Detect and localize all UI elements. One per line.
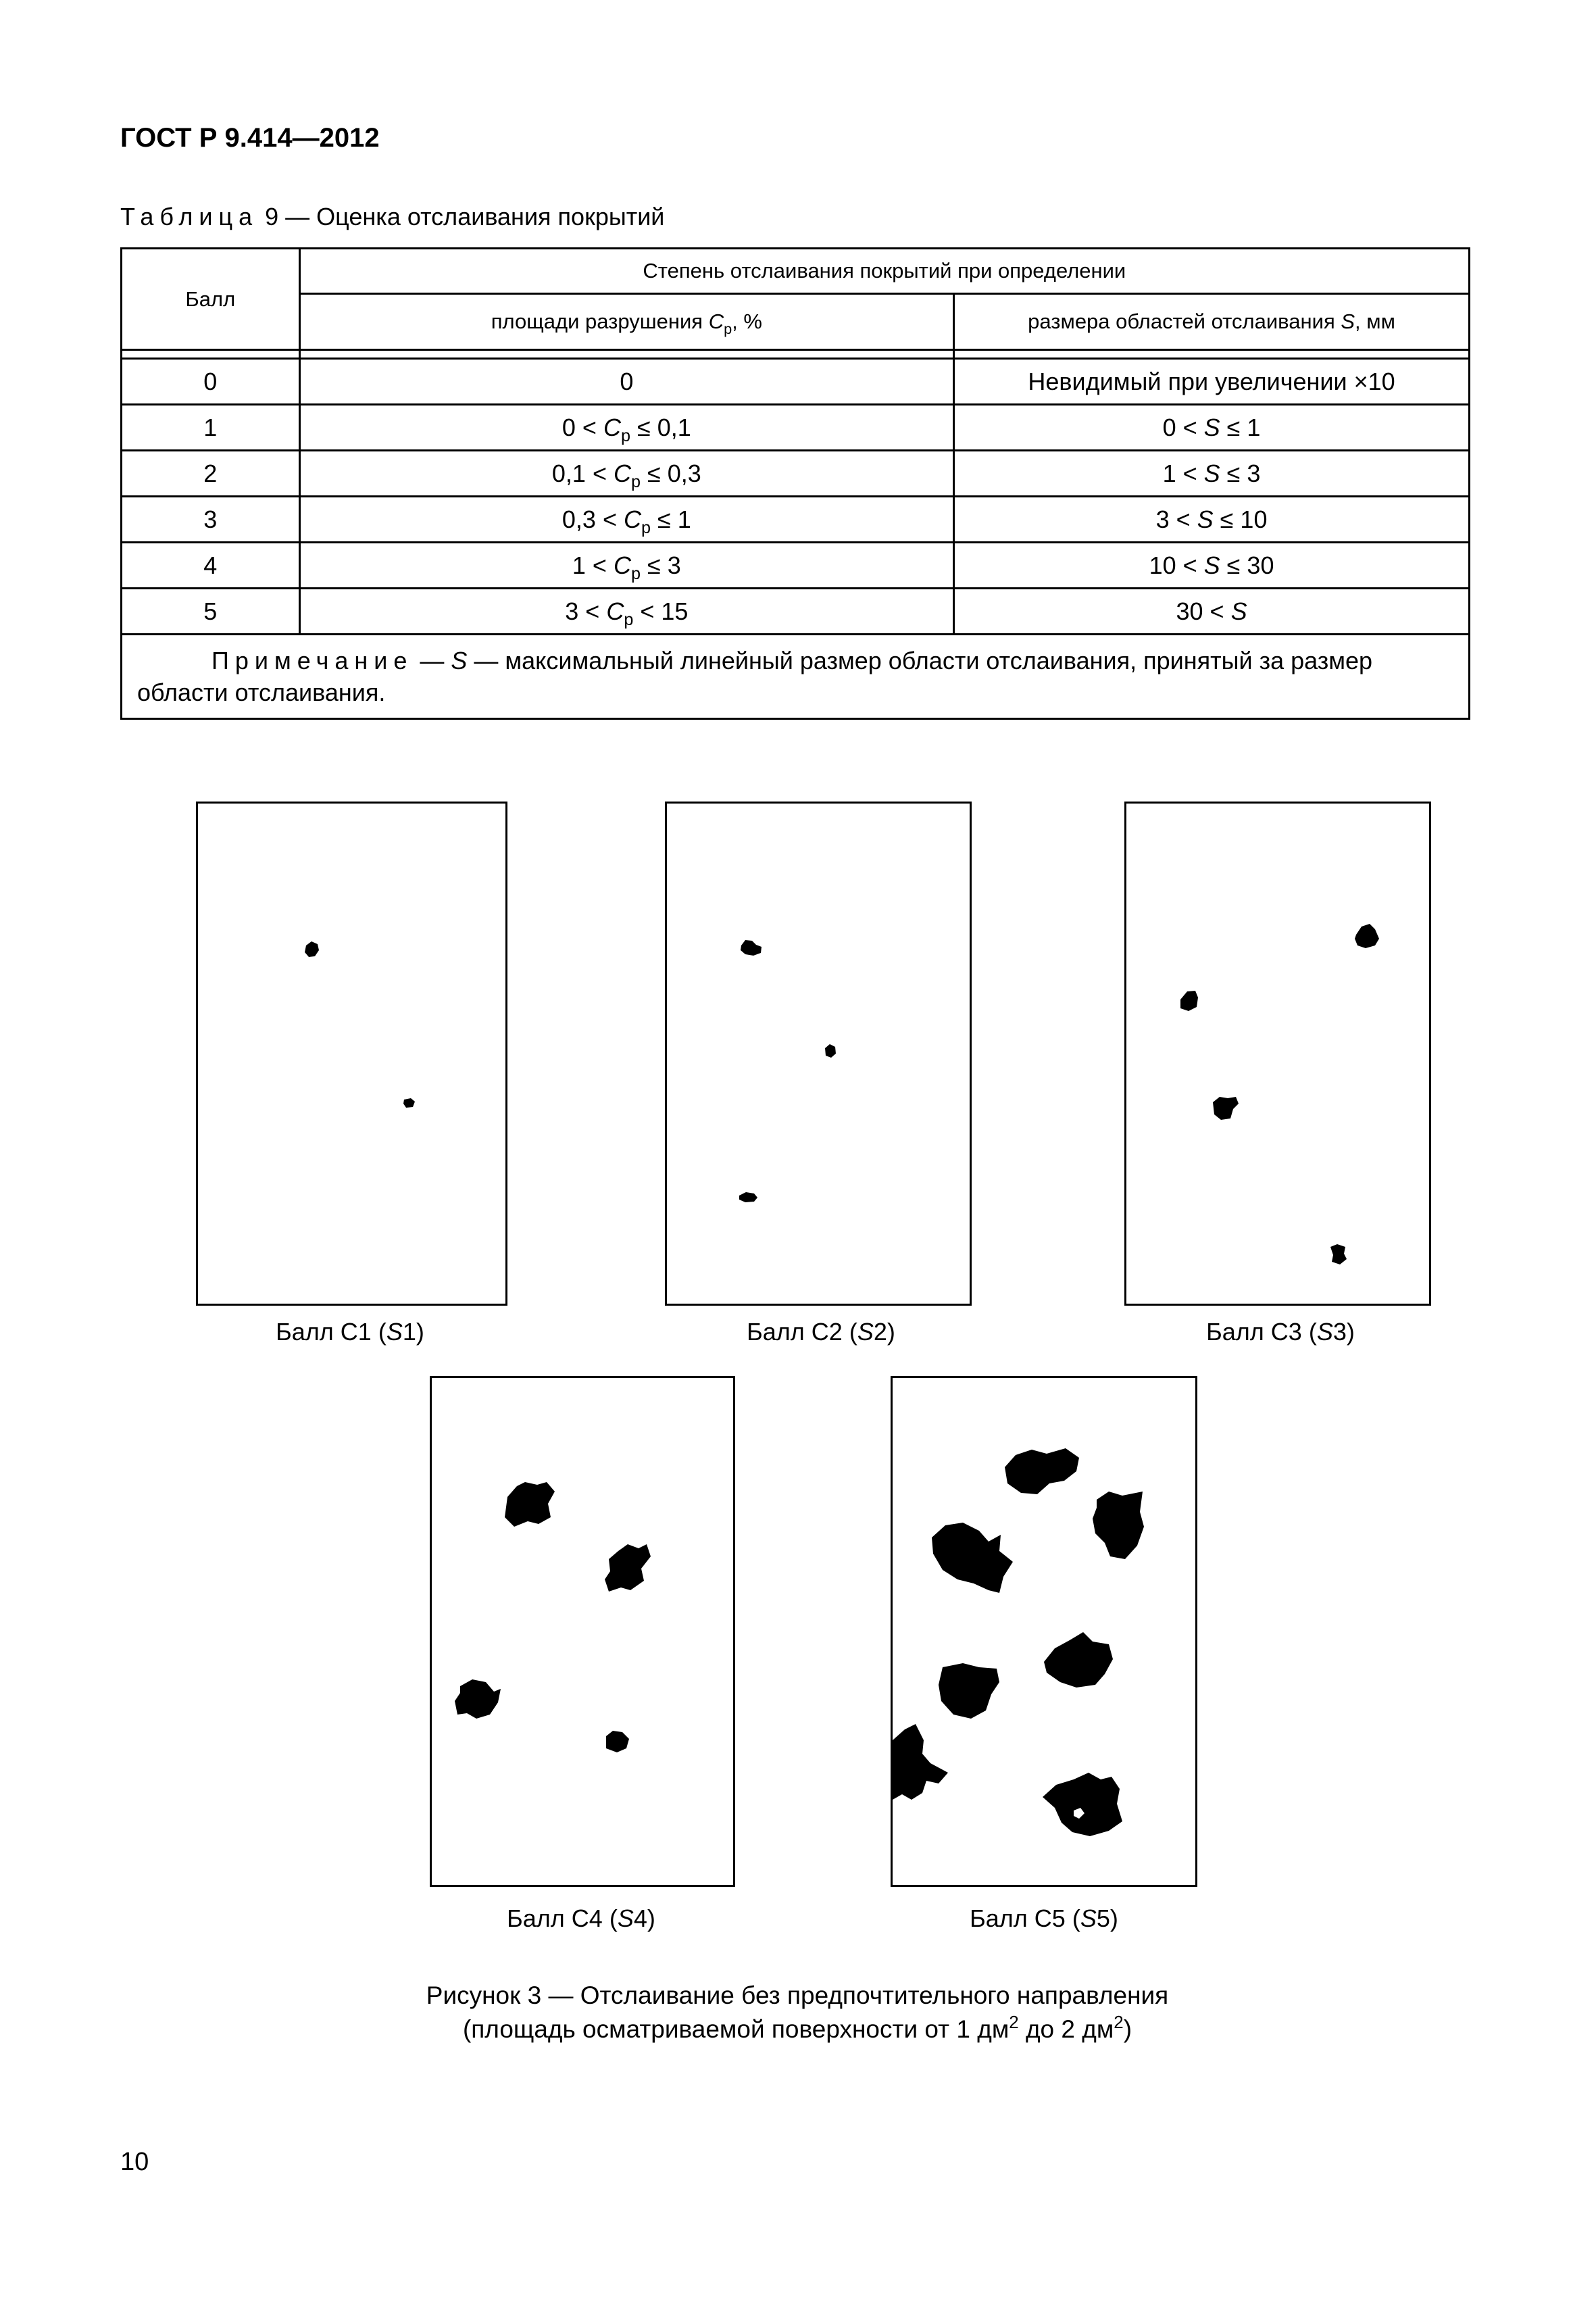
header-size-unit: , мм	[1355, 310, 1395, 333]
note-dash: —	[413, 647, 451, 674]
header-size-text: размера областей отслаивания	[1028, 310, 1341, 333]
header-group: Степень отслаивания покрытий при определении	[299, 249, 1469, 294]
figure-caption-line2	[257, 2013, 1338, 2046]
caption-part: (площадь осматриваемой поверхности от 1 дм	[462, 2015, 1009, 2043]
area-right: ≤ 0,1	[630, 413, 691, 441]
size-left: 3 <	[1155, 505, 1197, 533]
peeling-spots-c4	[432, 1378, 733, 1885]
cell-ball: 4	[122, 543, 300, 589]
size-var: S	[1203, 459, 1220, 487]
cell-ball: 5	[122, 589, 300, 635]
label-prefix: Балл С3 (	[1206, 1318, 1317, 1346]
label-prefix: Балл С2 (	[747, 1318, 857, 1346]
caption-part: до 2 дм	[1018, 2015, 1114, 2043]
peeling-table	[120, 247, 1470, 720]
label-num: 1	[402, 1318, 416, 1346]
table-row	[122, 589, 1470, 635]
cell-size	[954, 405, 1470, 451]
table-caption-label: Таблица	[120, 203, 259, 230]
figure-caption-line1: Рисунок 3 — Отслаивание без предпочтительного направления	[426, 1981, 1169, 2009]
label-var: S	[1080, 1904, 1097, 1932]
area-sub: р	[624, 610, 634, 629]
panel-c1	[196, 802, 507, 1306]
label-suffix: )	[1346, 1318, 1355, 1346]
peeling-spots-c5	[893, 1378, 1195, 1885]
header-area	[299, 294, 953, 350]
panel-c2	[665, 802, 972, 1306]
area-sub: р	[630, 472, 641, 491]
cell-ball: 0	[122, 359, 300, 405]
size-left: 1 <	[1162, 459, 1204, 487]
area-left: 1 <	[572, 551, 614, 579]
header-area-unit: , %	[732, 310, 762, 333]
cell-area	[299, 451, 953, 497]
size-right: ≤ 1	[1220, 413, 1261, 441]
note-text: — максимальный линейный размер области отслаивания, принятый за размер области отслаивания.	[137, 647, 1373, 706]
area-left: 0 <	[562, 413, 603, 441]
area-left: 0,3 <	[562, 505, 624, 533]
label-suffix: )	[887, 1318, 895, 1346]
figure-caption	[257, 1979, 1338, 2046]
size-right: ≤ 10	[1213, 505, 1268, 533]
caption-sup: 2	[1114, 2013, 1124, 2032]
area-sub: р	[630, 564, 641, 583]
label-var: S	[1316, 1318, 1333, 1346]
panel-c3	[1124, 802, 1431, 1306]
label-suffix: )	[1109, 1904, 1118, 1932]
page-number: 10	[120, 2148, 149, 2176]
area-sub: р	[620, 426, 630, 445]
cell-ball: 1	[122, 405, 300, 451]
area-sub: р	[641, 518, 651, 537]
size-right: ≤ 30	[1220, 551, 1274, 579]
table-row	[122, 359, 1470, 405]
document-id: ГОСТ Р 9.414—2012	[120, 123, 380, 153]
panel-c5-label	[875, 1904, 1213, 1933]
label-var: S	[857, 1318, 874, 1346]
header-area-text: площади разрушения	[491, 310, 709, 333]
size-right: ≤ 3	[1220, 459, 1261, 487]
cell-area: 0	[299, 359, 953, 405]
size-left: 10 <	[1149, 551, 1204, 579]
area-var: C	[613, 551, 631, 579]
label-prefix: Балл С4 (	[507, 1904, 618, 1932]
peeling-spots-c2	[667, 804, 970, 1304]
peeling-spots-c1	[198, 804, 505, 1304]
header-area-var: C	[708, 310, 724, 333]
size-left: 30 <	[1176, 597, 1231, 625]
label-num: 4	[633, 1904, 647, 1932]
area-left: 3 <	[565, 597, 607, 625]
label-num: 3	[1332, 1318, 1347, 1346]
panel-c4	[430, 1376, 735, 1887]
cell-area	[299, 543, 953, 589]
label-num: 5	[1096, 1904, 1110, 1932]
panel-c3-label	[1112, 1318, 1449, 1346]
size-var: S	[1203, 551, 1220, 579]
table-row	[122, 451, 1470, 497]
label-prefix: Балл С1 (	[276, 1318, 386, 1346]
cell-size	[954, 589, 1470, 635]
cell-area	[299, 405, 953, 451]
note-var: S	[451, 647, 468, 674]
area-right: ≤ 0,3	[640, 459, 701, 487]
peeling-spots-c3	[1126, 804, 1429, 1304]
cell-size	[954, 543, 1470, 589]
label-var: S	[386, 1318, 403, 1346]
cell-size: Невидимый при увеличении ×10	[954, 359, 1470, 405]
header-ball: Балл	[122, 249, 300, 350]
cell-area	[299, 589, 953, 635]
size-var: S	[1230, 597, 1247, 625]
cell-ball: 3	[122, 497, 300, 543]
area-var: C	[613, 459, 631, 487]
label-suffix: )	[647, 1904, 655, 1932]
label-prefix: Балл С5 (	[970, 1904, 1080, 1932]
label-var: S	[617, 1904, 634, 1932]
table-caption-text: 9 — Оценка отслаивания покрытий	[258, 203, 665, 230]
table-row	[122, 497, 1470, 543]
panel-c1-label	[181, 1318, 519, 1346]
panel-c2-label	[652, 1318, 990, 1346]
panel-c5	[891, 1376, 1197, 1887]
area-right: < 15	[633, 597, 689, 625]
size-var: S	[1203, 413, 1220, 441]
cell-ball: 2	[122, 451, 300, 497]
cell-area	[299, 497, 953, 543]
table-note	[122, 635, 1470, 719]
table-row	[122, 405, 1470, 451]
cell-size	[954, 497, 1470, 543]
area-var: C	[606, 597, 624, 625]
area-right: ≤ 3	[640, 551, 681, 579]
size-left: 0 <	[1162, 413, 1204, 441]
table-caption	[120, 203, 664, 231]
header-size	[954, 294, 1470, 350]
area-var: C	[603, 413, 621, 441]
note-label: Примечание	[211, 647, 414, 674]
caption-part: )	[1123, 2015, 1132, 2043]
label-suffix: )	[416, 1318, 424, 1346]
header-size-var: S	[1341, 310, 1355, 333]
area-left: 0,1 <	[551, 459, 614, 487]
header-area-sub: р	[724, 320, 732, 337]
size-var: S	[1197, 505, 1214, 533]
panel-c4-label	[412, 1904, 750, 1933]
table-row	[122, 543, 1470, 589]
label-num: 2	[873, 1318, 887, 1346]
caption-sup: 2	[1009, 2013, 1019, 2032]
area-right: ≤ 1	[651, 505, 691, 533]
cell-size	[954, 451, 1470, 497]
area-var: C	[623, 505, 641, 533]
